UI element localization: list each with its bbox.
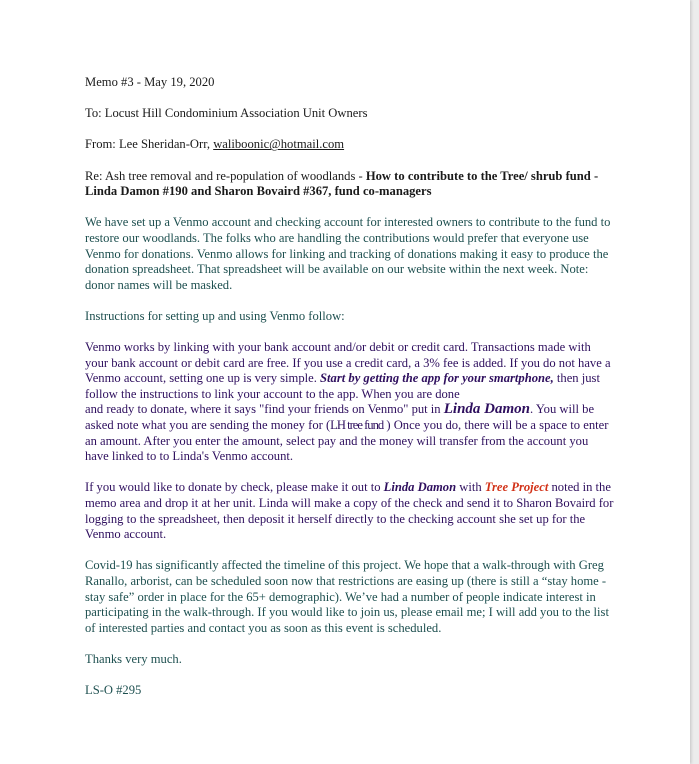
- check-payee-name: Linda Damon: [383, 480, 457, 495]
- memo-re: [85, 169, 615, 200]
- signature: LS-O #295: [85, 683, 142, 698]
- check-memo-project: Tree Project: [484, 480, 549, 495]
- venmo-text-c: then just follow the instructions to link your account to the app. When you are done: [85, 371, 600, 401]
- memo-from: [85, 137, 615, 153]
- memo-re-subject: How to contribute to the Tree/ shrub fund - Linda Damon #190 and Sharon Bovaird #367, fund co-managers: [85, 168, 599, 199]
- closing-thanks: Thanks very much.: [85, 651, 182, 666]
- paragraph-instructions: Instructions for setting up and using Venmo follow:: [85, 308, 345, 323]
- venmo-recipient-name: Linda Damon: [443, 401, 531, 418]
- check-text-a: If you would like to donate by check, please make it out to: [85, 480, 384, 495]
- venmo-fund-name: LH tree fund: [330, 418, 384, 433]
- check-with: with: [456, 480, 485, 495]
- venmo-text-f: ) Once you do, there will be a space to enter an amount. After you enter the amount, select pay and the money will transfer from the account you have linked to to Linda's Venmo account.: [85, 418, 609, 464]
- email-link[interactable]: waliboonic@hotmail.com: [213, 137, 345, 152]
- paragraph-venmo-setup: We have set up a Venmo account and checking account for interested owners to contribute to the fund to restore our woodlands. The folks who are handling the contributions would prefer that everyone use Venmo for donations. Venmo allows for linking and tracking of donations making it easy to produce the donation spreadsheet. That spreadsheet will be available on our website within the next week. Note: donor names will be masked.: [85, 215, 611, 292]
- venmo-app-instruction: Start by getting the app for your smartphone,: [320, 371, 554, 386]
- venmo-text-d: and ready to donate, where it says "find your friends on Venmo" put in: [85, 402, 444, 417]
- memo-header: Memo #3 - May 19, 2020: [85, 75, 215, 89]
- memo-re-label: Re: Ash tree removal and re-population of woodlands -: [85, 168, 366, 183]
- memo-to: To: Locust Hill Condominium Association Unit Owners: [85, 106, 368, 121]
- paragraph-venmo-how: [85, 340, 615, 465]
- paragraph-check: [85, 480, 615, 542]
- check-text-b: noted in the memo area and drop it at her unit. Linda will make a copy of the check and send it to Sharon Bovaird for logging to the spreadsheet, then deposit it herself directly to the checking account she set up for the Venmo account.: [85, 480, 614, 542]
- memo-from-label: From: Lee Sheridan-Orr,: [85, 137, 214, 152]
- paragraph-covid: Covid-19 has significantly affected the timeline of this project. We hope that a walk-through with Greg Ranallo, arborist, can be scheduled soon now that restrictions are easing up (there is still a “stay home - stay safe” order in place for the 65+ demographic). We’ve had a number of people indicate interest in participating in the walk-through. If you would like to join us, please email me; I will add you to the list of interested parties and contact you as soon as this event is scheduled.: [85, 558, 609, 635]
- memo-body: [85, 75, 615, 714]
- venmo-text-e: . You will be asked note what you are sending the money for (: [85, 402, 595, 433]
- venmo-text-a: Venmo works by linking with your bank account and/or debit or credit card. Transactions made with your bank account or debit card are free. If you use a credit card, a 3% fee is added. If you do not have a Venmo account, setting one up is very simple.: [85, 340, 611, 386]
